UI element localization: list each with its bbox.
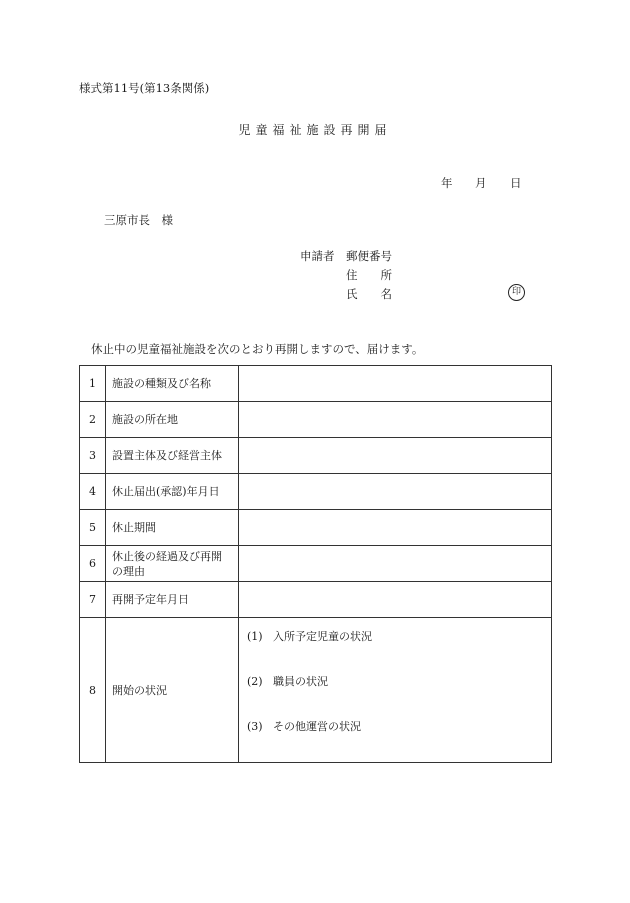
seal-mark: 印 (508, 284, 525, 301)
founder-operator-field[interactable] (239, 438, 552, 474)
row-number: 1 (80, 366, 106, 402)
name-label: 氏 名 (346, 287, 392, 301)
start-status-item-number: (1) (247, 630, 263, 643)
row-label: 休止期間 (106, 510, 239, 546)
row-number: 8 (80, 618, 106, 763)
reopening-reason-field[interactable] (239, 546, 552, 582)
facility-type-name-field[interactable] (239, 366, 552, 402)
form-number: 様式第11号(第13条関係) (79, 81, 210, 95)
intro-text: 休止中の児童福祉施設を次のとおり再開しますので、届けます。 (91, 342, 424, 356)
start-status-item (247, 718, 361, 734)
date-month-label: 月 (475, 176, 487, 190)
row-label: 休止届出(承認)年月日 (106, 474, 239, 510)
start-status-item-number: (2) (247, 675, 263, 688)
date-line (441, 175, 522, 191)
row-label (106, 546, 239, 582)
row-label: 再開予定年月日 (106, 582, 239, 618)
suspension-notice-date-field[interactable] (239, 474, 552, 510)
addressee: 三原市長 様 (104, 213, 173, 227)
row-number: 5 (80, 510, 106, 546)
table-row (80, 582, 552, 618)
row-label: 開始の状況 (106, 618, 239, 763)
row-number: 6 (80, 546, 106, 582)
facility-reopening-table (79, 365, 552, 763)
row-number: 7 (80, 582, 106, 618)
planned-reopening-date-field[interactable] (239, 582, 552, 618)
row-label: 設置主体及び経営主体 (106, 438, 239, 474)
table-row (80, 474, 552, 510)
document-title: 児童福祉施設再開届 (238, 123, 392, 137)
start-status-item (247, 673, 328, 689)
row-label-line: 休止後の経過及び再開 (112, 549, 222, 563)
row-number: 2 (80, 402, 106, 438)
date-year-label: 年 (441, 176, 453, 190)
suspension-period-field[interactable] (239, 510, 552, 546)
table-row (80, 366, 552, 402)
start-status-field[interactable] (239, 618, 552, 763)
table-row (80, 438, 552, 474)
table-row (80, 510, 552, 546)
address-label: 住 所 (346, 268, 392, 282)
table-row (80, 546, 552, 582)
start-status-item-text: その他運営の状況 (273, 720, 361, 733)
row-number: 3 (80, 438, 106, 474)
start-status-item-text: 職員の状況 (273, 675, 328, 688)
table-row (80, 618, 552, 763)
facility-location-field[interactable] (239, 402, 552, 438)
row-label-line: の理由 (112, 564, 145, 578)
row-number: 4 (80, 474, 106, 510)
table-row (80, 402, 552, 438)
row-label: 施設の種類及び名称 (106, 366, 239, 402)
start-status-item-number: (3) (247, 720, 263, 733)
date-day-label: 日 (510, 176, 522, 190)
row-label: 施設の所在地 (106, 402, 239, 438)
postal-code-label: 郵便番号 (346, 249, 392, 263)
applicant-label: 申請者 (300, 249, 335, 263)
start-status-item-text: 入所予定児童の状況 (273, 630, 372, 643)
start-status-item (247, 628, 372, 644)
